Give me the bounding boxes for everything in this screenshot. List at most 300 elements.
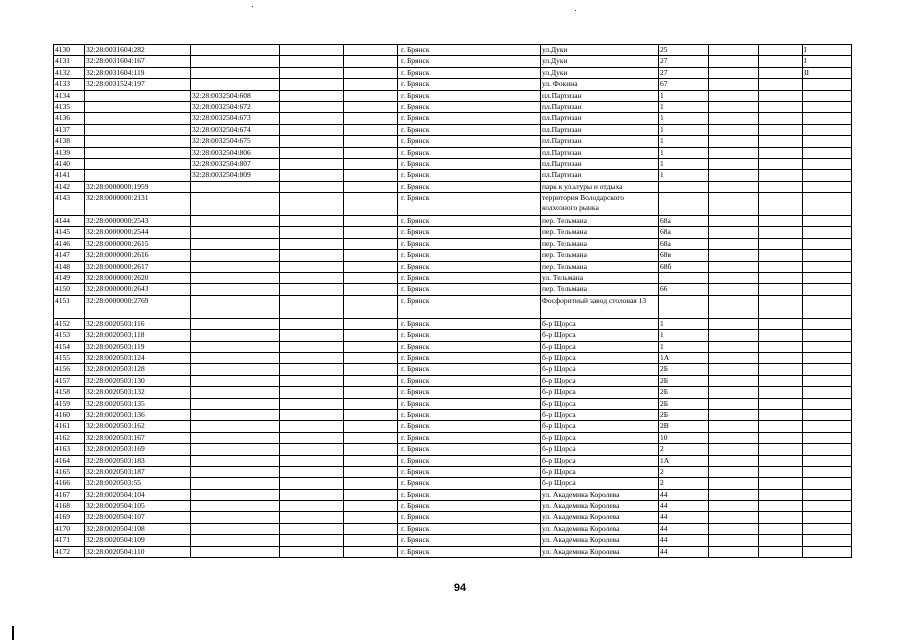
table-cell: 32:28:0031524:197 bbox=[85, 79, 191, 90]
table-cell bbox=[709, 295, 759, 318]
table-cell bbox=[344, 147, 398, 158]
table-cell bbox=[344, 387, 398, 398]
table-cell bbox=[344, 238, 398, 249]
table-cell bbox=[280, 478, 344, 489]
table-cell: г. Брянск bbox=[398, 170, 541, 181]
table-cell bbox=[709, 124, 759, 135]
table-cell: г. Брянск bbox=[398, 193, 541, 216]
table-cell: 4172 bbox=[54, 546, 85, 557]
table-cell: 4143 bbox=[54, 193, 85, 216]
table-cell: 4149 bbox=[54, 273, 85, 284]
table-cell bbox=[709, 273, 759, 284]
table-cell: 4145 bbox=[54, 227, 85, 238]
table-cell: 4150 bbox=[54, 284, 85, 295]
table-cell bbox=[280, 523, 344, 534]
table-cell bbox=[803, 489, 852, 500]
table-cell: пл.Партизан bbox=[541, 170, 659, 181]
table-cell bbox=[659, 193, 709, 216]
table-cell: г. Брянск bbox=[398, 181, 541, 192]
table-cell: б-р Щорса bbox=[541, 387, 659, 398]
table-cell: 68а bbox=[659, 238, 709, 249]
table-cell bbox=[709, 535, 759, 546]
table-row bbox=[54, 90, 852, 101]
table-row bbox=[54, 147, 852, 158]
table-cell: 25 bbox=[659, 45, 709, 56]
table-cell bbox=[280, 398, 344, 409]
table-cell bbox=[344, 432, 398, 443]
table-cell: пл.Партизан bbox=[541, 124, 659, 135]
table-cell bbox=[803, 79, 852, 90]
table-cell bbox=[709, 398, 759, 409]
table-cell bbox=[280, 261, 344, 272]
table-cell bbox=[759, 284, 803, 295]
table-cell bbox=[344, 444, 398, 455]
table-cell bbox=[85, 101, 191, 112]
table-cell bbox=[280, 45, 344, 56]
table-cell bbox=[803, 136, 852, 147]
table-cell: г. Брянск bbox=[398, 124, 541, 135]
table-cell bbox=[344, 421, 398, 432]
table-cell bbox=[803, 158, 852, 169]
table-cell bbox=[191, 466, 280, 477]
table-cell: 32:28:0020504:104 bbox=[85, 489, 191, 500]
table-cell: г. Брянск bbox=[398, 478, 541, 489]
table-cell bbox=[803, 501, 852, 512]
table-cell: 4156 bbox=[54, 364, 85, 375]
table-cell: 32:28:0020503:183 bbox=[85, 455, 191, 466]
table-cell bbox=[85, 158, 191, 169]
table-cell: 44 bbox=[659, 489, 709, 500]
table-cell: 32:28:0020503:119 bbox=[85, 341, 191, 352]
table-cell: 4165 bbox=[54, 466, 85, 477]
table-cell: 32:28:0000000:2544 bbox=[85, 227, 191, 238]
table-cell: 4152 bbox=[54, 318, 85, 329]
table-cell: 32:28:0032504:674 bbox=[191, 124, 280, 135]
table-cell: 2Б bbox=[659, 398, 709, 409]
table-cell bbox=[803, 101, 852, 112]
table-cell bbox=[709, 67, 759, 78]
table-cell: 4133 bbox=[54, 79, 85, 90]
table-cell: г. Брянск bbox=[398, 56, 541, 67]
table-cell: б-р Щорса bbox=[541, 364, 659, 375]
table-cell: территория Володарского колхозного рынка bbox=[541, 193, 659, 216]
table-cell bbox=[191, 193, 280, 216]
table-cell bbox=[803, 352, 852, 363]
table-cell: I bbox=[803, 45, 852, 56]
table-cell: 32:28:0031604:167 bbox=[85, 56, 191, 67]
table-row bbox=[54, 273, 852, 284]
table-cell: II bbox=[803, 67, 852, 78]
table-row bbox=[54, 56, 852, 67]
table-cell bbox=[280, 170, 344, 181]
table-row bbox=[54, 295, 852, 318]
table-cell: пл.Партизан bbox=[541, 136, 659, 147]
table-cell: г. Брянск bbox=[398, 45, 541, 56]
table-cell: 4160 bbox=[54, 409, 85, 420]
table-cell bbox=[344, 478, 398, 489]
table-cell bbox=[759, 330, 803, 341]
table-cell bbox=[803, 478, 852, 489]
table-cell: г. Брянск bbox=[398, 238, 541, 249]
table-cell bbox=[759, 455, 803, 466]
table-cell: 4138 bbox=[54, 136, 85, 147]
table-cell bbox=[759, 364, 803, 375]
table-cell bbox=[344, 136, 398, 147]
table-cell: 32:28:0031604:282 bbox=[85, 45, 191, 56]
table-cell: ул. Тельмана bbox=[541, 273, 659, 284]
table-cell bbox=[280, 273, 344, 284]
table-row bbox=[54, 398, 852, 409]
table-row bbox=[54, 330, 852, 341]
table-cell bbox=[709, 147, 759, 158]
table-cell: г. Брянск bbox=[398, 341, 541, 352]
table-row bbox=[54, 409, 852, 420]
table-cell bbox=[759, 387, 803, 398]
table-cell bbox=[280, 181, 344, 192]
table-cell bbox=[709, 113, 759, 124]
table-cell: 67 bbox=[659, 79, 709, 90]
table-cell bbox=[280, 295, 344, 318]
table-cell: 32:28:0031604:119 bbox=[85, 67, 191, 78]
table-cell bbox=[803, 535, 852, 546]
table-cell: 4158 bbox=[54, 387, 85, 398]
table-cell: 4137 bbox=[54, 124, 85, 135]
table-cell bbox=[759, 158, 803, 169]
table-cell bbox=[344, 455, 398, 466]
table-cell bbox=[803, 273, 852, 284]
table-cell bbox=[803, 444, 852, 455]
table-cell: 1 bbox=[659, 341, 709, 352]
table-cell bbox=[344, 227, 398, 238]
table-cell bbox=[85, 113, 191, 124]
table-cell: г. Брянск bbox=[398, 421, 541, 432]
table-cell bbox=[280, 136, 344, 147]
table-cell bbox=[191, 79, 280, 90]
table-cell bbox=[803, 193, 852, 216]
table-cell: пер. Тельмана bbox=[541, 227, 659, 238]
table-cell bbox=[759, 79, 803, 90]
table-row bbox=[54, 466, 852, 477]
table-cell: 32:28:0000000:2643 bbox=[85, 284, 191, 295]
table-cell: г. Брянск bbox=[398, 364, 541, 375]
table-cell: 4166 bbox=[54, 478, 85, 489]
table-cell: г. Брянск bbox=[398, 250, 541, 261]
table-cell: 1 bbox=[659, 124, 709, 135]
table-cell bbox=[709, 421, 759, 432]
table-cell: пер. Тельмана bbox=[541, 261, 659, 272]
table-cell bbox=[709, 181, 759, 192]
table-cell bbox=[280, 375, 344, 386]
table-cell bbox=[709, 56, 759, 67]
table-cell bbox=[191, 432, 280, 443]
table-cell bbox=[191, 250, 280, 261]
table-cell bbox=[759, 67, 803, 78]
table-cell bbox=[85, 170, 191, 181]
table-cell: б-р Щорса bbox=[541, 478, 659, 489]
table-cell bbox=[191, 216, 280, 227]
table-row bbox=[54, 375, 852, 386]
table-cell bbox=[803, 546, 852, 557]
table-cell bbox=[191, 238, 280, 249]
table-cell: 32:28:0000000:2615 bbox=[85, 238, 191, 249]
table-cell bbox=[191, 478, 280, 489]
table-cell: 4153 bbox=[54, 330, 85, 341]
table-cell: 44 bbox=[659, 501, 709, 512]
table-cell: 1А bbox=[659, 352, 709, 363]
table-cell: пл.Партизан bbox=[541, 113, 659, 124]
table-cell bbox=[344, 512, 398, 523]
table-cell bbox=[344, 409, 398, 420]
table-cell: 68а bbox=[659, 227, 709, 238]
table-cell: 32:28:0020504:110 bbox=[85, 546, 191, 557]
table-cell bbox=[709, 352, 759, 363]
table-cell: г. Брянск bbox=[398, 261, 541, 272]
table-cell: ул.Дуки bbox=[541, 67, 659, 78]
table-cell bbox=[709, 170, 759, 181]
table-cell bbox=[344, 45, 398, 56]
table-cell bbox=[709, 409, 759, 420]
table-cell: б-р Щорса bbox=[541, 455, 659, 466]
table-cell bbox=[659, 295, 709, 318]
table-cell: г. Брянск bbox=[398, 113, 541, 124]
table-cell bbox=[280, 352, 344, 363]
table-cell: 27 bbox=[659, 67, 709, 78]
table-cell: ул. Академика Королева bbox=[541, 489, 659, 500]
table-cell bbox=[709, 523, 759, 534]
table-cell bbox=[759, 261, 803, 272]
table-cell bbox=[191, 45, 280, 56]
table-cell bbox=[191, 273, 280, 284]
table-cell: 32:28:0020503:135 bbox=[85, 398, 191, 409]
table-row bbox=[54, 250, 852, 261]
table-cell: 1 bbox=[659, 318, 709, 329]
table-row bbox=[54, 535, 852, 546]
table-cell bbox=[191, 546, 280, 557]
table-cell bbox=[709, 455, 759, 466]
table-cell: 1А bbox=[659, 455, 709, 466]
table-cell: 4157 bbox=[54, 375, 85, 386]
table-cell: 32:28:0020503:162 bbox=[85, 421, 191, 432]
table-cell bbox=[344, 398, 398, 409]
table-cell bbox=[280, 501, 344, 512]
table-cell: 32:28:0020503:124 bbox=[85, 352, 191, 363]
table-row bbox=[54, 489, 852, 500]
table-cell bbox=[191, 56, 280, 67]
table-cell bbox=[191, 501, 280, 512]
table-cell bbox=[759, 352, 803, 363]
table-row bbox=[54, 455, 852, 466]
table-cell: б-р Щорса bbox=[541, 375, 659, 386]
table-cell: б-р Щорса bbox=[541, 398, 659, 409]
table-cell bbox=[759, 478, 803, 489]
table-cell bbox=[803, 398, 852, 409]
table-cell: 32:28:0000000:1959 bbox=[85, 181, 191, 192]
table-cell bbox=[803, 250, 852, 261]
table-cell bbox=[803, 90, 852, 101]
table-cell bbox=[344, 67, 398, 78]
table-cell bbox=[344, 216, 398, 227]
table-cell bbox=[709, 136, 759, 147]
table-cell bbox=[759, 124, 803, 135]
table-cell bbox=[344, 90, 398, 101]
table-cell bbox=[759, 216, 803, 227]
table-cell bbox=[709, 364, 759, 375]
table-cell bbox=[344, 273, 398, 284]
table-cell: 4147 bbox=[54, 250, 85, 261]
table-row bbox=[54, 432, 852, 443]
table-cell: 32:28:0020504:105 bbox=[85, 501, 191, 512]
table-cell: б-р Щорса bbox=[541, 341, 659, 352]
table-cell: 2 bbox=[659, 444, 709, 455]
table-cell bbox=[759, 181, 803, 192]
table-row bbox=[54, 352, 852, 363]
table-cell bbox=[280, 421, 344, 432]
table-cell bbox=[280, 67, 344, 78]
table-row bbox=[54, 444, 852, 455]
table-cell bbox=[191, 409, 280, 420]
table-cell: 32:28:0032504:809 bbox=[191, 170, 280, 181]
table-cell bbox=[191, 364, 280, 375]
table-cell: 4168 bbox=[54, 501, 85, 512]
table-cell bbox=[709, 466, 759, 477]
table-cell bbox=[803, 284, 852, 295]
table-cell: пер. Тельмана bbox=[541, 250, 659, 261]
table-cell bbox=[803, 124, 852, 135]
table-cell bbox=[191, 523, 280, 534]
table-row bbox=[54, 45, 852, 56]
table-cell: 32:28:0032504:806 bbox=[191, 147, 280, 158]
table-cell bbox=[280, 193, 344, 216]
table-cell: 4159 bbox=[54, 398, 85, 409]
table-cell bbox=[709, 387, 759, 398]
scan-speck bbox=[252, 6, 253, 7]
table-cell bbox=[191, 295, 280, 318]
page-number: 94 bbox=[453, 582, 467, 594]
table-row bbox=[54, 261, 852, 272]
table-cell bbox=[191, 227, 280, 238]
table-row bbox=[54, 364, 852, 375]
table-cell bbox=[191, 535, 280, 546]
table-cell bbox=[344, 489, 398, 500]
table-cell bbox=[344, 375, 398, 386]
table-cell: 2В bbox=[659, 421, 709, 432]
table-cell: 2 bbox=[659, 466, 709, 477]
table-cell: 2Б bbox=[659, 387, 709, 398]
table-cell: 27 bbox=[659, 56, 709, 67]
table-cell bbox=[803, 455, 852, 466]
table-cell bbox=[344, 352, 398, 363]
table-cell: г. Брянск bbox=[398, 284, 541, 295]
table-cell: 1 bbox=[659, 90, 709, 101]
table-cell: 32:28:0032504:675 bbox=[191, 136, 280, 147]
table-cell bbox=[344, 284, 398, 295]
table-cell bbox=[280, 158, 344, 169]
table-cell: г. Брянск bbox=[398, 318, 541, 329]
table-cell bbox=[803, 216, 852, 227]
table-cell: г. Брянск bbox=[398, 466, 541, 477]
table-cell bbox=[759, 409, 803, 420]
table-cell bbox=[344, 295, 398, 318]
table-row bbox=[54, 101, 852, 112]
table-cell: б-р Щорса bbox=[541, 330, 659, 341]
table-row bbox=[54, 478, 852, 489]
table-cell bbox=[280, 387, 344, 398]
table-cell bbox=[803, 261, 852, 272]
table-cell bbox=[344, 79, 398, 90]
table-cell bbox=[803, 364, 852, 375]
table-cell: г. Брянск bbox=[398, 330, 541, 341]
table-cell bbox=[191, 318, 280, 329]
table-cell: б-р Щорса bbox=[541, 421, 659, 432]
table-cell bbox=[709, 444, 759, 455]
table-row bbox=[54, 318, 852, 329]
table-cell bbox=[191, 455, 280, 466]
table-cell: 32:28:0020503:130 bbox=[85, 375, 191, 386]
table-cell: 4131 bbox=[54, 56, 85, 67]
table-cell bbox=[709, 250, 759, 261]
table-cell bbox=[759, 250, 803, 261]
table-cell bbox=[709, 478, 759, 489]
table-cell: 1 bbox=[659, 170, 709, 181]
table-cell: 4151 bbox=[54, 295, 85, 318]
table-cell bbox=[85, 147, 191, 158]
table-cell: 32:28:0020503:169 bbox=[85, 444, 191, 455]
table-cell bbox=[85, 136, 191, 147]
table-cell: 4132 bbox=[54, 67, 85, 78]
table-cell bbox=[344, 170, 398, 181]
table-cell: 1 bbox=[659, 136, 709, 147]
table-cell bbox=[759, 512, 803, 523]
table-cell: I bbox=[803, 56, 852, 67]
table-cell bbox=[709, 341, 759, 352]
table-cell bbox=[191, 512, 280, 523]
table-cell: г. Брянск bbox=[398, 295, 541, 318]
table-cell bbox=[803, 375, 852, 386]
table-cell bbox=[709, 227, 759, 238]
table-cell bbox=[709, 501, 759, 512]
table-cell bbox=[709, 45, 759, 56]
table-cell: г. Брянск bbox=[398, 546, 541, 557]
table-cell: ул. Академика Королева bbox=[541, 523, 659, 534]
table-cell bbox=[280, 284, 344, 295]
table-cell bbox=[280, 56, 344, 67]
table-cell: ул. Академика Королева bbox=[541, 501, 659, 512]
table-cell bbox=[709, 261, 759, 272]
table-cell bbox=[759, 147, 803, 158]
table-cell: 4162 bbox=[54, 432, 85, 443]
table-cell bbox=[709, 546, 759, 557]
table-cell bbox=[344, 181, 398, 192]
table-cell: 32:28:0020503:55 bbox=[85, 478, 191, 489]
table-row bbox=[54, 546, 852, 557]
table-cell: б-р Щорса bbox=[541, 409, 659, 420]
table-cell bbox=[759, 375, 803, 386]
table-cell: г. Брянск bbox=[398, 216, 541, 227]
table-cell: 32:28:0000000:2543 bbox=[85, 216, 191, 227]
table-cell bbox=[344, 535, 398, 546]
table-cell bbox=[803, 238, 852, 249]
table-cell: 44 bbox=[659, 535, 709, 546]
table-cell: ул. Академика Королева bbox=[541, 512, 659, 523]
table-cell bbox=[280, 546, 344, 557]
table-cell: ул. Академика Королева bbox=[541, 546, 659, 557]
table-cell bbox=[759, 113, 803, 124]
table-cell bbox=[280, 147, 344, 158]
table-cell bbox=[759, 238, 803, 249]
table-cell bbox=[280, 455, 344, 466]
table-cell: 44 bbox=[659, 523, 709, 534]
table-cell: 32:28:0000000:2616 bbox=[85, 250, 191, 261]
